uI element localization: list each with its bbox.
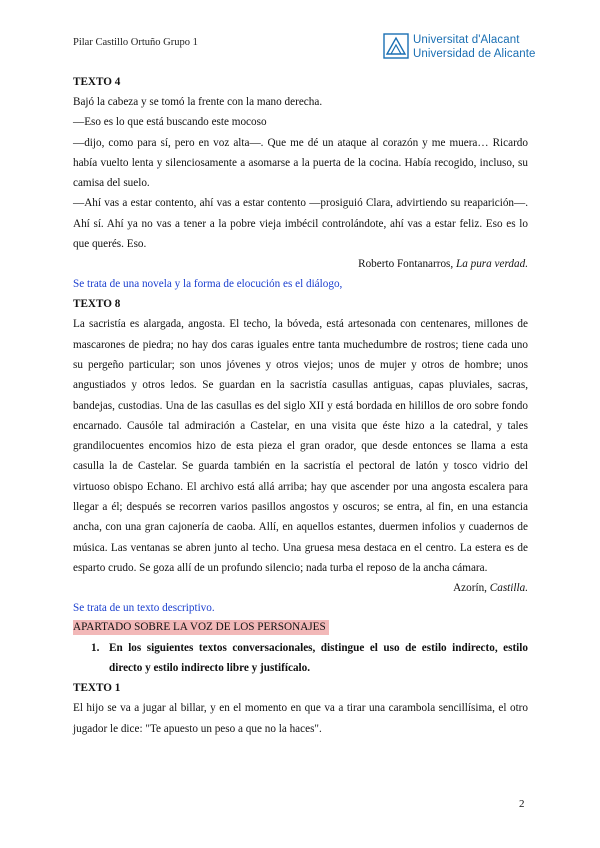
texto4-paragraph-2: —Eso es lo que está buscando este mocoso bbox=[73, 116, 267, 129]
texto4-paragraph-4: —Ahí vas a estar contento, ahí vas a estar contento —prosiguió Clara, advirtiendo su reaparición—. Ahí sí. Ahí ya no vas a tener a la pobre vieja imbécil controlándote, ahí vas a estar feliz. Eso es lo que querés. Eso. bbox=[73, 197, 528, 251]
texto4-attribution bbox=[73, 254, 528, 274]
texto4-paragraph-1: Bajó la cabeza y se tomó la frente con la mano derecha. bbox=[73, 96, 323, 108]
texto8-heading: TEXTO 8 bbox=[73, 298, 121, 311]
texto4-paragraph-3: —dijo, como para sí, pero en voz alta—. Que me dé un ataque al corazón y me muera… Ricardo había vuelto lenta y silenciosamente a asomarse a la puerta de la cocina. Había recogido, incluso, su camisa del suelo. bbox=[73, 136, 528, 190]
question-1-text: En los siguientes textos conversacionales, distingue el uso de estilo indirecto, estilo directo y estilo indirecto libre y justifícalo. bbox=[109, 642, 528, 675]
texto8-body: La sacristía es alargada, angosta. El techo, la bóveda, está artesonada con centenares, millones de mascarones de piedra; no hay dos caras iguales entre tanta muchedumbre de rostros; tiene cada uno su pergeño particular; son unos jóvenes y otros viejos; unos de mujer y otros de hombre; unos angustiados y otros ledos. Se guardan en la sacristía casullas antiguas, capas pluviales, sacras, bandejas, custodias. Una de las casullas es del siglo XII y está bordada en hilillos de oro sobre fondo encarnado. Causóle tal admiración a Castelar, en una visita que éste hizo a la catedral, y tales grandilocuentes encomios hizo de esta pieza el gran orador, que desde entonces se llama a esta casulla la de Castelar. Se guarda también en la sacristía el pectoral de latón y tosco vidrio del virtuoso obispo Echano. El archivo está allá arriba; hay que ascender por una angosta escalera para llegar a él; después se recorren varios pasillos angostos y oscuros; se entra, al fin, en una estancia ancha, con una gran cajonería de caoba. Allí, en aquellos estantes, duermen infolios y cuadernos de música. Las ventanas se abren junto al techo. Una gruesa mesa destaca en el centro. La estera es de esparto crudo. Se goza allí de un profundo silencio; nada turba el reposo de la ancha cámara. bbox=[73, 318, 528, 574]
texto1-heading: TEXTO 1 bbox=[73, 682, 121, 695]
section-row bbox=[73, 618, 528, 638]
texto8-author: Azorín, bbox=[453, 582, 490, 595]
texto4-work-title: La pura verdad. bbox=[456, 258, 528, 271]
section-title: APARTADO SOBRE LA VOZ DE LOS PERSONAJES bbox=[73, 620, 329, 635]
university-logo bbox=[383, 30, 536, 64]
logo-line-1: Universitat d'Alacant bbox=[413, 34, 520, 46]
header-author-line: Pilar Castillo Ortuño Grupo 1 bbox=[73, 37, 198, 48]
texto4-author: Roberto Fontanarros, bbox=[358, 258, 456, 271]
question-1 bbox=[73, 638, 528, 678]
texto1-body: El hijo se va a jugar al billar, y en el momento en que va a tirar una carambola sencillísima, el otro jugador le dice: "Te apuesto un peso a que no la haces". bbox=[73, 702, 528, 735]
document-body bbox=[73, 72, 528, 739]
texto4-answer: Se trata de una novela y la forma de elocución es el diálogo, bbox=[73, 278, 343, 291]
university-emblem-icon bbox=[383, 33, 409, 59]
texto8-answer: Se trata de un texto descriptivo. bbox=[73, 602, 215, 615]
logo-line-2: Universidad de Alicante bbox=[413, 48, 536, 60]
texto4-heading: TEXTO 4 bbox=[73, 76, 121, 88]
question-1-number: 1. bbox=[91, 642, 100, 655]
texto8-work-title: Castilla. bbox=[489, 582, 528, 595]
page-number: 2 bbox=[519, 798, 525, 810]
texto8-attribution bbox=[73, 578, 528, 598]
